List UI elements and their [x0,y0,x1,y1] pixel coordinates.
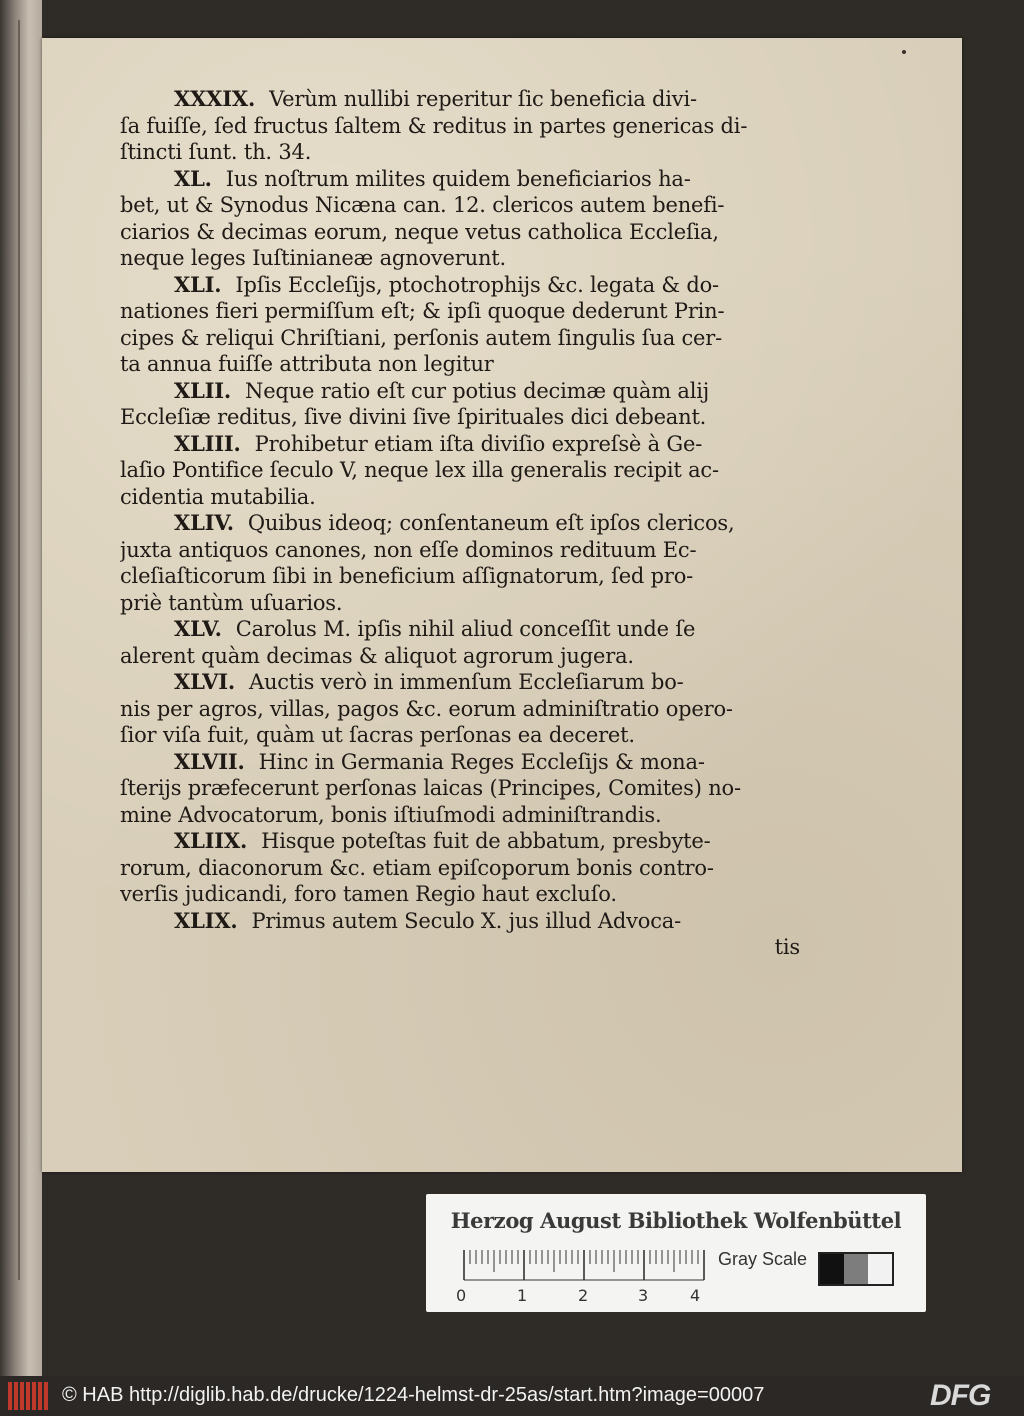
catchword: tis [774,935,800,959]
scanned-page [42,38,962,1172]
text-line [120,192,800,219]
thesis-paragraph [120,510,800,616]
text-line [120,590,800,617]
text-line [120,166,800,193]
thesis-paragraph [120,908,800,935]
line-text: cleſiaſticorum ſibi in beneficium aſſignatorum, ſed pro- [120,564,694,588]
gray-scale-swatches [818,1252,894,1286]
text-line [120,616,800,643]
line-text: ſtincti ſunt. th. 34. [120,140,312,164]
library-label-card [426,1194,926,1312]
line-text: Quibus ideoq; conſentaneum eſt ipſos clericos, [247,511,735,535]
text-line [120,828,800,855]
text-line [120,908,800,935]
text-line [120,298,800,325]
dfg-logo: DFG [930,1379,991,1412]
page-mark [902,50,906,54]
barcode-icon [8,1382,48,1410]
thesis-paragraph [120,431,800,511]
line-text: mine Advocatorum, bonis iſtiuſmodi adminiſtrandis. [120,802,662,827]
thesis-paragraph [120,166,800,272]
thesis-paragraph [120,272,800,378]
line-text: Primus autem Seculo X. jus illud Advoca- [251,908,681,933]
measure-ruler [460,1250,710,1282]
page-text [120,86,800,961]
gray-swatch-light [868,1254,892,1284]
line-text: bet, ut & Synodus Nicæna can. 12. clericos autem benefi- [120,193,725,217]
line-text: neque leges Iuſtinianeæ agnoverunt. [120,246,506,270]
thesis-number: XL. [174,165,212,191]
thesis-paragraph [120,378,800,431]
thesis-number: XXXIX. [174,86,256,111]
line-text: laſio Pontifice ſeculo V, neque lex illa generalis recipit ac- [120,458,719,482]
thesis-paragraph [120,749,800,829]
thesis-paragraph [120,86,800,166]
line-text: Neque ratio eſt cur potius decimæ quàm alij [245,378,710,403]
thesis-number: XLVII. [174,748,245,774]
line-text: ciarios & decimas eorum, neque vetus catholica Eccleſia, [120,219,719,244]
line-text: juxta antiquos canones, non eſſe dominos redituum Ec- [120,537,697,562]
thesis-number: XLI. [174,271,222,297]
line-text: priè tantùm uſuarios. [120,590,343,615]
line-text: Hinc in Germania Reges Eccleſijs & mona- [258,749,705,774]
thesis-number: XLIX. [174,907,238,933]
book-edge [0,0,42,1376]
paragraph-list [120,86,800,934]
line-text: Eccleſiæ reditus, ſive divini ſive ſpirituales dici debeant. [120,405,707,429]
line-text: Auctis verò in immenſum Eccleſiarum bo- [249,670,684,694]
text-line [120,378,800,405]
book-spine-line [18,20,20,1280]
text-line [120,351,800,378]
thesis-paragraph [120,828,800,908]
line-text: ſterijs præfecerunt perſonas laicas (Principes, Comites) no- [120,776,741,800]
footer-bar [0,1376,1024,1416]
text-line [120,113,800,140]
line-text: Prohibetur etiam iſta diviſio expreſsè à Ge- [254,431,703,456]
text-line [120,563,800,590]
footer-source-link[interactable]: © HAB http://diglib.hab.de/drucke/1224-helmst-dr-25as/start.htm?image=00007 [62,1384,765,1406]
text-line [120,537,800,564]
text-line [120,669,800,696]
text-line [120,775,800,802]
ruler-number-3: 3 [638,1286,649,1305]
gray-scale-label: Gray Scale [718,1249,808,1269]
line-text: ta annua fuiſſe attributa non legitur [120,352,494,376]
text-line [120,219,800,246]
text-line [120,855,800,882]
text-line [120,484,800,511]
line-text: Hisque poteſtas fuit de abbatum, presbyte- [261,829,711,853]
ruler-number-1: 1 [517,1286,528,1305]
text-line [120,139,800,166]
ruler-number-2: 2 [578,1286,589,1305]
text-line [120,457,800,484]
thesis-number: XLIII. [174,430,241,456]
thesis-paragraph [120,616,800,669]
text-line [120,325,800,352]
thesis-number: XLVI. [174,669,235,694]
line-text: alerent quàm decimas & aliquot agrorum jugera. [120,643,634,668]
thesis-paragraph [120,669,800,749]
line-text: Ius noſtrum milites quidem beneficiarios ha- [225,166,691,191]
gray-swatch-mid [844,1254,868,1284]
text-line [120,272,800,299]
line-text: rorum, diaconorum &c. etiam epiſcoporum bonis contro- [120,855,714,880]
text-line [120,643,800,670]
line-text: nationes fieri permiſſum eſt; & ipſi quoque dederunt Prin- [120,299,725,323]
ruler-number-4: 4 [690,1286,701,1305]
line-text: cipes & reliqui Chriſtiani, perſonis autem ſingulis ſua cer- [120,325,723,350]
line-text: Ipſis Eccleſijs, ptochotrophijs &c. legata & do- [235,272,719,297]
line-text: ſa fuiſſe, ſed fructus ſaltem & reditus in partes genericas di- [120,113,748,138]
line-text: nis per agros, villas, pagos &c. eorum adminiſtratio opero- [120,696,733,721]
line-text: Verùm nullibi reperitur ſic beneficia divi- [269,87,697,111]
line-text: Carolus M. ipſis nihil aliud conceſſit unde ſe [235,617,696,641]
library-title: Herzog August Bibliothek Wolfenbüttel [450,1208,902,1233]
line-text: ſior viſa fuit, quàm ut ſacras perſonas ea deceret. [120,723,635,747]
thesis-number: XLIV. [174,510,234,535]
text-line [120,696,800,723]
thesis-number: XLII. [174,377,232,403]
ruler-number-0: 0 [456,1286,467,1305]
text-line [120,722,800,749]
text-line [120,431,800,458]
gray-swatch-dark [820,1254,844,1284]
thesis-number: XLV. [174,616,222,641]
text-line [120,404,800,431]
line-text: cidentia mutabilia. [120,484,316,509]
text-line [120,881,800,908]
line-text: verſis judicandi, foro tamen Regio haut excluſo. [120,882,617,906]
text-line [120,749,800,776]
text-line [120,510,800,537]
text-line [120,86,800,113]
text-line [120,802,800,829]
text-line [120,245,800,272]
thesis-number: XLIIX. [174,828,248,853]
